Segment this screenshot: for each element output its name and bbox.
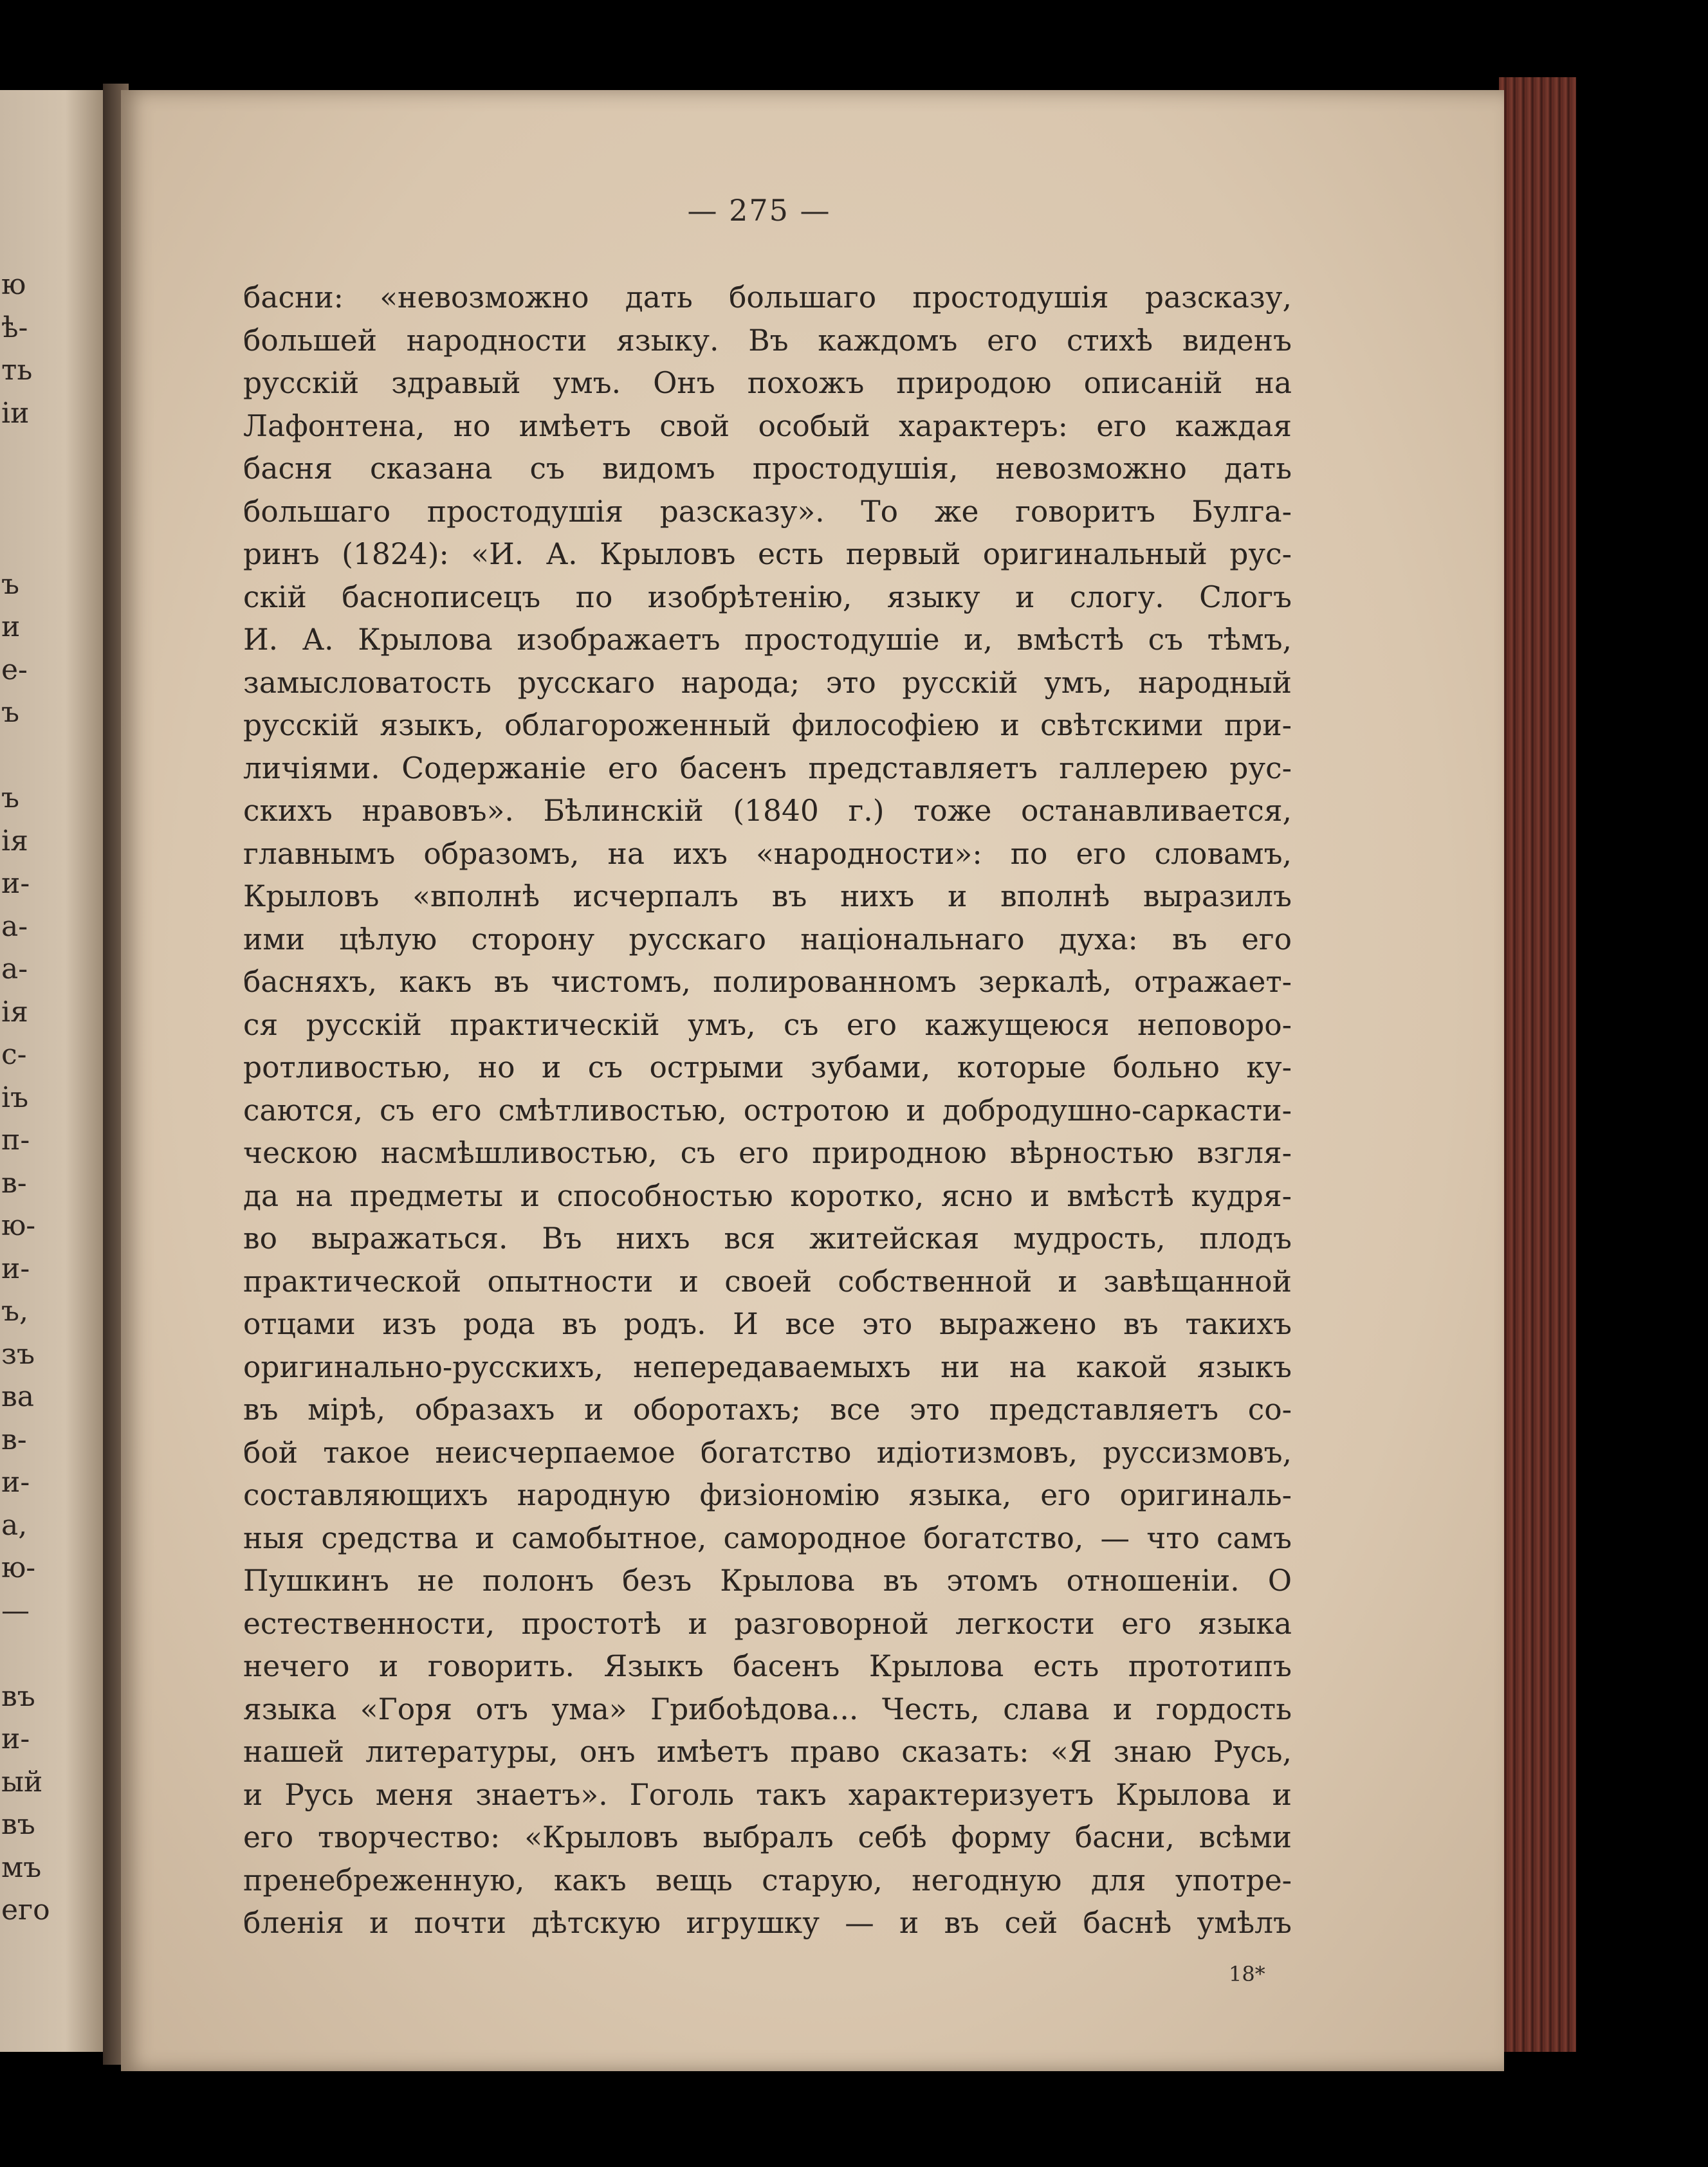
left-page-fragment: ія — [1, 995, 28, 1029]
left-page-fragment — [0, 1632, 77, 1676]
text-line: естественности, простотѣ и разговорной легкости его языка — [243, 1606, 1292, 1641]
left-page-fragment: іъ — [1, 1081, 29, 1114]
left-page-fragment: и — [1, 610, 21, 643]
text-line: ныя средства и самобытное, самородное богатство, — что самъ — [243, 1521, 1292, 1555]
page-number: — 275 — — [687, 193, 831, 228]
left-page-fragment: мъ — [1, 1851, 42, 1884]
left-page-fragment: іи — [1, 396, 30, 430]
text-line: большей народности языку. Въ каждомъ его стихѣ виденъ — [243, 323, 1292, 358]
left-page-fragment: въ — [1, 1808, 35, 1841]
text-line: ся русскій практическій умъ, съ его кажущеюся неповоро- — [243, 1007, 1292, 1042]
left-page-fragment: ія — [1, 824, 28, 857]
text-line: ринъ (1824): «И. А. Крыловъ есть первый оригинальный рус- — [243, 537, 1292, 571]
left-page-fragment: п- — [1, 1124, 30, 1157]
text-line: Крыловъ «вполнѣ исчерпалъ въ нихъ и вполнѣ выразилъ — [243, 879, 1292, 913]
left-page-fragment: с- — [1, 1038, 27, 1071]
printer-signature-mark: 18* — [1229, 1962, 1265, 1986]
text-line: скій баснописецъ по изобрѣтенію, языку и слогу. Слогъ — [243, 580, 1292, 614]
left-page-fragment: ъ — [1, 696, 19, 729]
left-page-fragment: ю — [1, 268, 26, 301]
text-line: скихъ нравовъ». Бѣлинскій (1840 г.) тоже останавливается, — [243, 794, 1292, 828]
left-page-fragment: ю- — [1, 1551, 36, 1584]
text-line: да на предметы и способностью коротко, ясно и вмѣстѣ кудря- — [243, 1178, 1292, 1213]
left-page-fragment — [0, 735, 77, 778]
text-line: во выражаться. Въ нихъ вся житейская мудрость, плодъ — [243, 1221, 1292, 1256]
left-page-fragment — [0, 478, 77, 521]
text-line: басня сказана съ видомъ простодушія, невозможно дать — [243, 452, 1292, 486]
text-line: басни: «невозможно дать большаго простодушія разсказу, — [243, 280, 1292, 315]
left-page-fragment: ва — [1, 1380, 35, 1413]
left-page-fragment: в- — [1, 1166, 27, 1200]
text-line: бой такое неисчерпаемое богатство идіотизмовъ, руссизмовъ, — [243, 1435, 1292, 1470]
text-line: большаго простодушія разсказу». То же говоритъ Булга- — [243, 494, 1292, 529]
text-line: басняхъ, какъ въ чистомъ, полированномъ зеркалѣ, отражает- — [243, 965, 1292, 999]
text-line: саются, съ его смѣтливостью, остротою и добродушно-саркасти- — [243, 1093, 1292, 1128]
left-page-fragment: ю- — [1, 1209, 36, 1242]
left-page-fragment — [0, 520, 77, 563]
left-page-fragment: и- — [1, 1723, 30, 1755]
text-line: отцами изъ рода въ родъ. И все это выражено въ такихъ — [243, 1307, 1292, 1341]
text-line: въ мірѣ, образахъ и оборотахъ; все это представляетъ со- — [243, 1393, 1292, 1427]
left-page — [0, 90, 119, 2052]
left-page-fragment: ъ — [1, 782, 19, 814]
text-line: бленія и почти дѣтскую игрушку — и въ сей баснѣ умѣлъ — [243, 1906, 1292, 1940]
left-page-fragment: его — [1, 1894, 50, 1926]
left-page-fragment: а, — [1, 1508, 28, 1542]
left-page-fragment: а- — [1, 953, 28, 985]
left-page-fragment: и- — [1, 867, 30, 900]
text-line: его творчество: «Крыловъ выбралъ себѣ форму басни, всѣми — [243, 1820, 1292, 1854]
left-page-fragment: в- — [1, 1423, 27, 1456]
text-line: русскій языкъ, облагороженный философіею и свѣтскими при- — [243, 708, 1292, 742]
left-page-text-fragments — [0, 264, 77, 1932]
left-page-fragment: и- — [1, 1466, 30, 1499]
text-line: пренебреженную, какъ вещь старую, негодную для употре- — [243, 1863, 1292, 1897]
left-page-fragment: ъ, — [1, 1295, 28, 1328]
text-line: Пушкинъ не полонъ безъ Крылова въ этомъ отношеніи. О — [243, 1564, 1292, 1598]
left-page-fragment: а- — [1, 910, 28, 943]
text-line: ческою насмѣшливостью, съ его природною вѣрностью взгля- — [243, 1136, 1292, 1170]
text-line: ротливостью, но и съ острыми зубами, которые больно ку- — [243, 1050, 1292, 1084]
left-page-fragment: зъ — [1, 1337, 35, 1371]
text-line: языка «Горя отъ ума» Грибоѣдова... Честь, слава и гордость — [243, 1692, 1292, 1726]
left-page-fragment: ъ — [1, 567, 19, 601]
left-page-fragment: въ — [1, 1679, 35, 1713]
text-line: русскій здравый умъ. Онъ похожъ природою описаній на — [243, 366, 1292, 400]
left-page-fragment: ѣ- — [1, 311, 28, 344]
text-line: и Русь меня знаетъ». Гоголь такъ характеризуетъ Крылова и — [243, 1777, 1292, 1812]
text-line: нашей литературы, онъ имѣетъ право сказать: «Я знаю Русь, — [243, 1735, 1292, 1769]
text-line: практической опытности и своей собственной и завѣщанной — [243, 1264, 1292, 1299]
text-line: нечего и говорить. Языкъ басенъ Крылова есть прототипъ — [243, 1649, 1292, 1683]
left-page-fragment: и- — [1, 1252, 30, 1285]
left-page-fragment — [0, 435, 77, 478]
text-line: ими цѣлую сторону русскаго національнаго духа: въ его — [243, 922, 1292, 956]
page-block-edges — [1499, 77, 1576, 2052]
left-page-fragment: — — [1, 1594, 30, 1627]
page-body-text — [243, 277, 1292, 1945]
text-line: главнымъ образомъ, на ихъ «народности»: по его словамъ, — [243, 836, 1292, 871]
text-line: замысловатость русскаго народа; это русскій умъ, народный — [243, 665, 1292, 700]
text-line: составляющихъ народную физіономію языка, его оригиналь- — [243, 1478, 1292, 1512]
text-line: И. А. Крылова изображаетъ простодушіе и, вмѣстѣ съ тѣмъ, — [243, 623, 1292, 657]
left-page-fragment: е- — [1, 653, 28, 686]
text-line: Лафонтена, но имѣетъ свой особый характеръ: его каждая — [243, 408, 1292, 443]
left-page-fragment: ый — [1, 1765, 43, 1798]
text-line: личіями. Содержаніе его басенъ представляетъ галлерею рус- — [243, 751, 1292, 785]
text-line: оригинально-русскихъ, непередаваемыхъ ни на какой языкъ — [243, 1349, 1292, 1384]
left-page-fragment: ть — [1, 354, 33, 387]
